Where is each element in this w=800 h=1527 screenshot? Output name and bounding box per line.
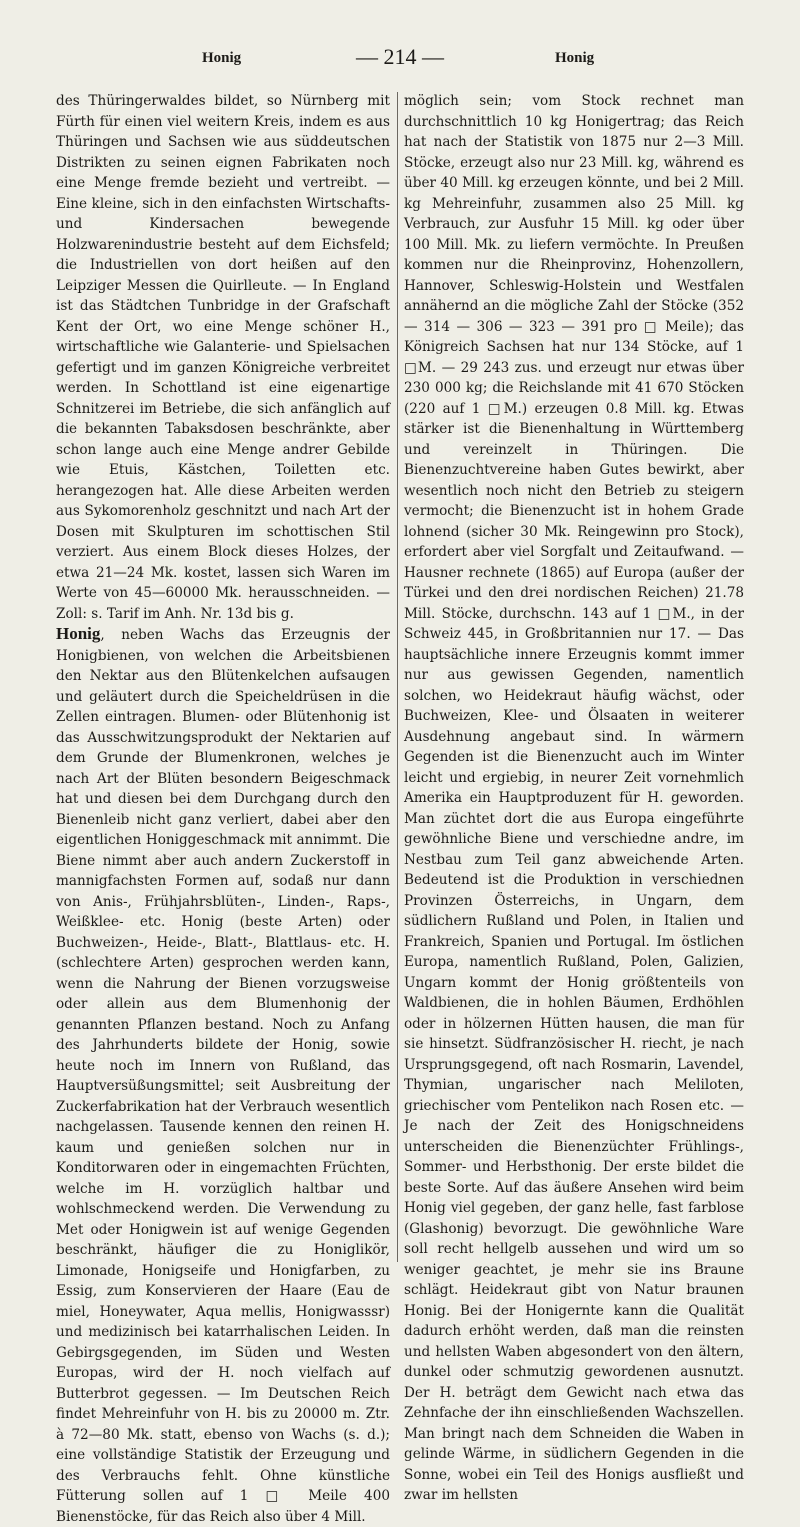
running-head-right: Honig [555, 50, 595, 66]
entry-keyword: Honig [56, 624, 101, 643]
page-header [60, 44, 740, 84]
paragraph-continued: möglich sein; vom Stock rechnet man durchschnittlich 10 kg Honigertrag; das Reich hat nach der Statistik von 1875 nur 2—3 Mill. Stöcke, erzeugt also nur 23 Mill. kg, während es über 40 Mill. kg erzeugen könnte, und bei 2 Mill. kg Mehreinfuhr, zusammen also 25 Mill. kg Verbrauch, zur Ausfuhr 15 Mill. kg oder über 100 Mill. Mk. zu liefern vermöchte. In Preußen kommen nur die Rheinprovinz, Hohenzollern, Hannover, Schleswig-Holstein und Westfalen annähernd an die mögliche Zahl der Stöcke (352 — 314 — 306 — 323 — 391 pro □ Meile); das Königreich Sachsen hat nur 134 Stöcke, auf 1 □M. — 29 243 zus. und erzeugt nur etwas über 230 000 kg; die Reichslande mit 41 670 Stöcken (220 auf 1 □M.) erzeugen 0.8 Mill. kg. Etwas stärker ist die Bienenhaltung in Württemberg und vereinzelt in Thüringen. Die Bienenzuchtvereine haben Gutes bewirkt, aber wesentlich noch nicht den Betrieb zu steigern vermocht; die Bienenzucht ist in hohem Grade lohnend (sicher 30 Mk. Reingewinn pro Stock), erfordert aber viel Sorgfalt und Zeitaufwand. — Hausner rechnete (1865) auf Europa (außer der Türkei und den drei nordischen Reichen) 21.78 Mill. Stöcke, durchschn. 143 auf 1 □M., in der Schweiz 445, in Großbritannien nur 17. — Das hauptsächliche innere Erzeugnis kommt immer nur aus gewissen Gegenden, namentlich solchen, wo Heidekraut häufig wächst, oder Buchweizen, Klee- und Ölsaaten in weiterer Ausdehnung angebaut sind. In wärmern Gegenden ist die Bienenzucht auch im Winter leicht und ergiebig, in neurer Zeit vornehmlich Amerika ein Hauptproduzent für H. geworden. Man züchtet dort die aus Europa eingeführte gewöhnliche Biene und verschiedne andre, im Nestbau zum Teil ganz abweichende Arten. Bedeutend ist die Produktion in verschiednen Provinzen Österreichs, in Ungarn, dem südlichern Rußland und Polen, in Italien und Frankreich, Spanien und Portugal. Im östlichen Europa, namentlich Rußland, Polen, Galizien, Ungarn kommt der Honig größtenteils von Waldbienen, die in hohlen Bäumen, Erdhöhlen oder in hölzernen Hütten hausen, die man für sie hinsetzt. Südfranzösischer H. riecht, je nach Ursprungsgegend, oft nach Rosmarin, Lavendel, Thymian, ungarischer nach Meliloten, griechischer vom Pentelikon nach Rosen etc. — Je nach der Zeit des Honigschneidens unterscheiden die Bienenzüchter Frühlings-, Sommer- und Herbsthonig. Der erste bildet die beste Sorte. Auf das äußere Ansehen wird beim Honig viel gegeben, der ganz helle, fast farblose (Glashonig) bevorzugt. Die gewöhnliche Ware soll recht hellgelb aussehen und wird um so weniger geachtet, je mehr sie ins Braune schlägt. Heidekraut gibt von Natur braunen Honig. Bei der Honigernte kann die Qualität dadurch erhöht werden, daß man die reinsten und hellsten Waben abgesondert von den ältern, dunkel oder schmutzig gewordenen ausnutzt. Der H. beträgt dem Gewicht nach etwa das Zehnfache der ihn einschließenden Wachszellen. Man bringt nach dem Schneiden die Waben in gelinde Wärme, in südlichern Gegenden in die Sonne, wobei ein Teil des Honigs ausfließt und zwar im hellsten [404, 93, 744, 1503]
column-divider [397, 92, 398, 1262]
running-head-left: Honig [202, 50, 242, 66]
paragraph-honig-text: , neben Wachs das Erzeugnis der Honigbienen, von welchen die Arbeitsbienen den Nektar aus den Blütenkelchen aufsaugen und geläutert durch die Speicheldrüsen in die Zellen eintragen. Blumen- oder Blütenhonig ist das Ausschwitzungsprodukt der Nektarien auf dem Grunde der Blumenkronen, welches je nach Art der Blüten besondern Beigeschmack hat und diesen bei dem Durchgang durch den Bienenleib nicht ganz verliert, dabei aber den eigentlichen Honiggeschmack mit annimmt. Die Biene nimmt aber auch andern Zuckerstoff in mannigfachsten Formen auf, sodaß nur dann von Anis-, Frühjahrsblüten-, Linden-, Raps-, Weißklee- etc. Honig (beste Arten) oder Buchweizen-, Heide-, Blatt-, Blattlaus- etc. H. (schlechtere Arten) gesprochen werden kann, wenn die Nahrung der Bienen vorzugsweise oder allein aus dem Blumenhonig der genannten Pflanzen bestand. Noch zu Anfang des Jahrhunderts bildete der Honig, sowie heute noch im Innern von Rußland, das Hauptversüßungsmittel; seit Ausbreitung der Zuckerfabrikation hat der Verbrauch wesentlich nachgelassen. Tausende kennen den reinen H. kaum und genießen solchen nur in Konditorwaren oder in eingemachten Früchten, welche im H. vorzüglich haltbar und wohlschmeckend werden. Die Verwendung zu Met oder Honigwein ist auf wenige Gegenden beschränkt, häufiger die zu Honiglikör, Limonade, Honigseife und Honigfarben, zu Essig, zum Konservieren der Haare (Eau de miel, Honeywater, Aqua mellis, Honigwasssr) und medizinisch bei katarrhalischen Leiden. In Gebirgsgegenden, im Süden und Westen Europas, wird der H. noch vielfach auf Butterbrot gegessen. — Im Deutschen Reich findet Mehreinfuhr von H. bis zu 20000 m. Ztr. à 72—80 Mk. statt, ebenso von Wachs (s. d.); eine vollständige Statistik der Erzeugung und des Verbrauchs fehlt. Ohne künstliche Fütterung sollen auf 1 □ Meile 400 Bienenstöcke, für das Reich also über 4 Mill. [56, 627, 390, 1525]
left-column [56, 91, 390, 1525]
right-column [404, 91, 744, 1503]
page-number: — 214 — [356, 44, 444, 69]
paragraph-honig [56, 624, 390, 1527]
paragraph-holzwaren: des Thüringerwaldes bildet, so Nürnberg mit Fürth für einen viel weitern Kreis, indem es aus Thüringen und Sachsen wie aus süddeutschen Distrikten zu seinen eignen Fabrikaten noch eine Menge fremde bezieht und vertreibt. — Eine kleine, sich in den einfachsten Wirtschafts- und Kindersachen bewegende Holzwarenindustrie besteht auf dem Eichsfeld; die Industriellen von dort heißen auf den Leipziger Messen die Quirlleute. — In England ist das Städtchen Tunbridge in der Grafschaft Kent der Ort, wo eine Menge schöner H., wirtschaftliche wie Galanterie- und Spielsachen gefertigt und im ganzen Königreiche verbreitet werden. In Schottland ist eine eigenartige Schnitzerei im Betriebe, die sich anfänglich auf die bekannten Tabaksdosen beschränkte, aber schon lange auch eine Menge andrer Gebilde wie Etuis, Kästchen, Toiletten etc. herangezogen hat. Alle diese Arbeiten werden aus Sykomorenholz geschnitzt und nach Art der Dosen mit Skulpturen im schottischen Stil verziert. Aus einem Block dieses Holzes, der etwa 21—24 Mk. kostet, lassen sich Waren im Werte von 45—60000 Mk. herausschneiden. — Zoll: s. Tarif im Anh. Nr. 13d bis g. [56, 93, 390, 622]
